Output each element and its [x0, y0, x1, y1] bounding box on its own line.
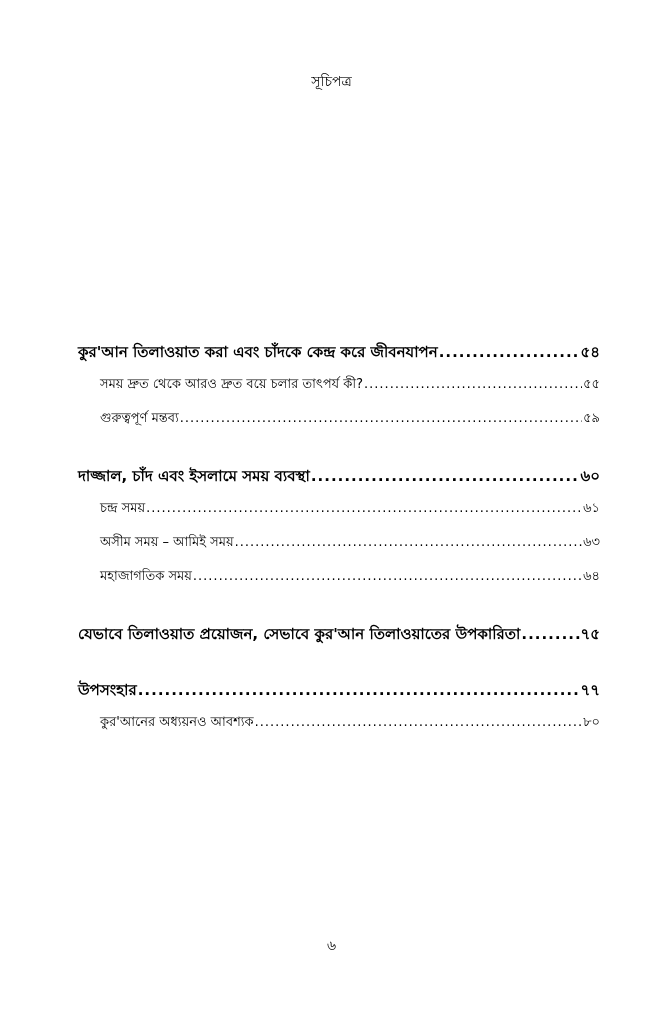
- toc-page-number: ৫৫: [583, 377, 600, 392]
- toc-entry-sub[interactable]: [78, 492, 600, 526]
- dot-leader: [138, 674, 580, 706]
- toc-entry-sub[interactable]: [78, 368, 600, 402]
- toc-entry-sub[interactable]: [78, 560, 600, 594]
- toc-entry-sub[interactable]: [78, 526, 600, 560]
- dot-leader: [311, 460, 580, 492]
- toc-page-number: ৮০: [583, 715, 600, 730]
- toc-page-number: ৫৯: [583, 411, 600, 426]
- dot-leader: [235, 526, 582, 560]
- toc-page-number: ৬৩: [583, 535, 600, 550]
- toc-entry-sub[interactable]: [78, 402, 600, 436]
- toc-entry-title: চন্দ্র সময়: [100, 501, 146, 516]
- toc-entry-main[interactable]: [78, 618, 600, 650]
- dot-leader: [193, 560, 582, 594]
- toc-entry-title: কুর'আন তিলাওয়াত করা এবং চাঁদকে কেন্দ্র করে জীবনযাপন: [78, 343, 438, 361]
- dot-leader: [439, 336, 580, 368]
- toc-page-number: ৬৪: [583, 569, 600, 584]
- toc-entry-title: মহাজাগতিক সময়: [100, 569, 192, 584]
- toc-entry-sub[interactable]: [78, 706, 600, 740]
- toc-entry-title: কুর'আনের অধ্যয়নও আবশ্যক: [100, 715, 254, 730]
- dot-leader: [521, 618, 579, 650]
- dot-leader: [255, 706, 582, 740]
- toc-page-number: ৫৪: [580, 343, 600, 361]
- toc-entry-main[interactable]: [78, 460, 600, 492]
- page-number: ৬: [326, 938, 337, 954]
- toc-page-number: ৭৭: [580, 681, 600, 699]
- toc-entry-main[interactable]: [78, 674, 600, 706]
- toc-entry-title: অসীম সময় – আমিই সময়: [100, 535, 234, 550]
- dot-leader: [364, 368, 582, 402]
- toc-section-3: [78, 618, 600, 650]
- toc-page-number: ৬১: [583, 501, 600, 516]
- table-of-contents: [78, 336, 600, 764]
- dot-leader: [180, 402, 582, 436]
- toc-entry-title: সময় দ্রুত থেকে আরও দ্রুত বয়ে চলার তাৎপর্য কী?: [100, 377, 364, 392]
- toc-entry-title: যেভাবে তিলাওয়াত প্রয়োজন, সেভাবে কুর'আন তিলাওয়াতের উপকারিতা: [78, 625, 521, 643]
- toc-section-2: [78, 460, 600, 594]
- toc-page-number: ৭৫: [580, 625, 600, 643]
- toc-section-1: [78, 336, 600, 436]
- toc-entry-title: উপসংহার: [78, 681, 137, 699]
- dot-leader: [146, 492, 582, 526]
- toc-page-number: ৬০: [580, 467, 600, 485]
- toc-entry-title: গুরুত্বপূর্ণ মন্তব্য: [100, 411, 179, 426]
- running-header: সূচিপত্র: [311, 74, 352, 90]
- toc-entry-title: দাজ্জাল, চাঁদ এবং ইসলামে সময় ব্যবস্থা: [78, 467, 310, 485]
- toc-entry-main[interactable]: [78, 336, 600, 368]
- toc-section-4: [78, 674, 600, 740]
